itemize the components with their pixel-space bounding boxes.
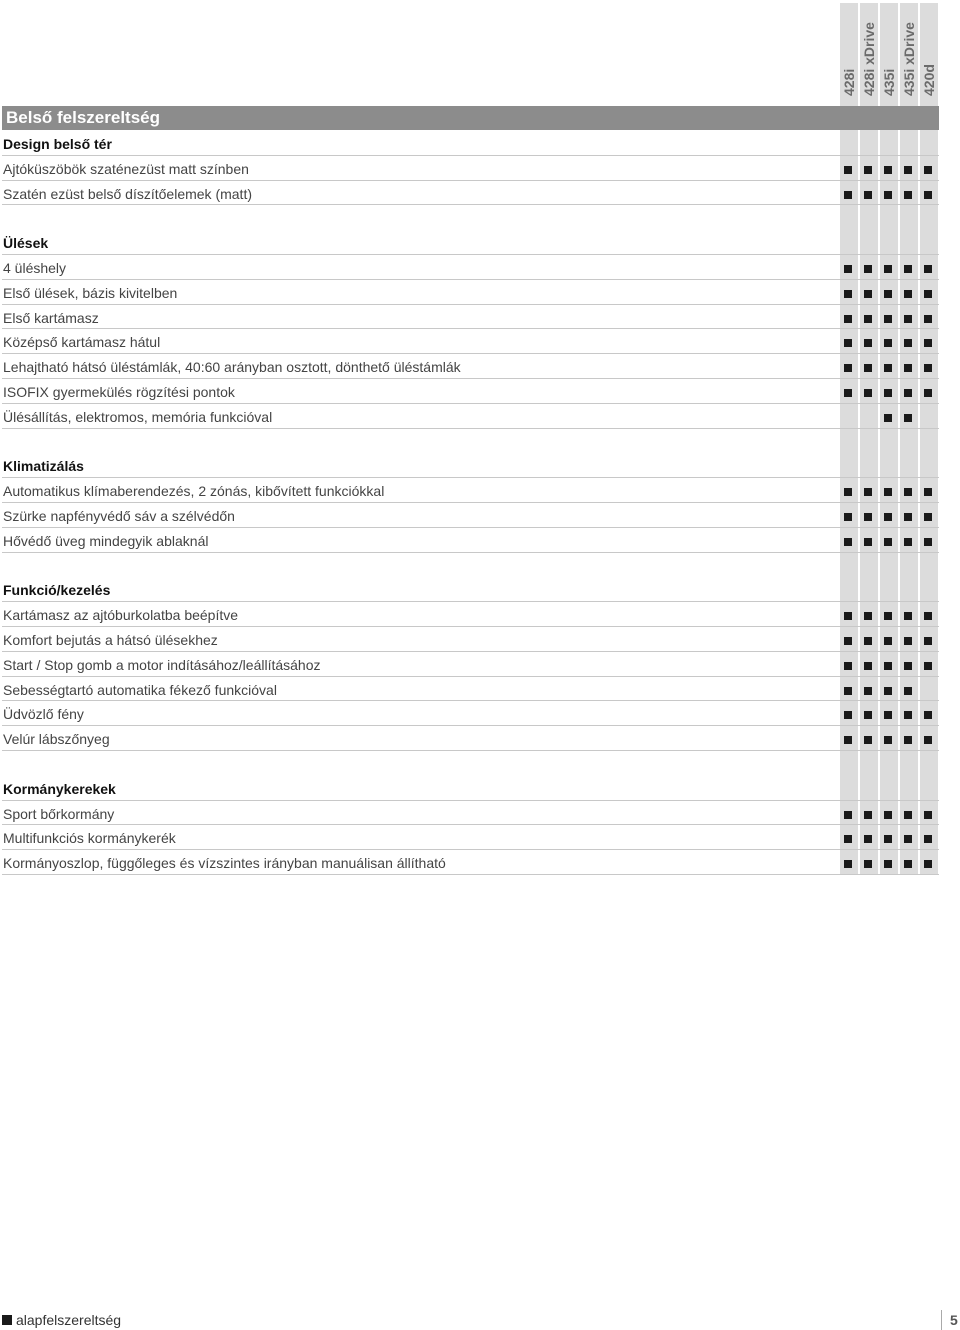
- table-row: [2, 181, 939, 206]
- table-row: [2, 329, 939, 354]
- standard-marker-icon: [924, 290, 932, 298]
- table-row: [2, 528, 939, 553]
- table-row: [2, 850, 939, 875]
- group-heading: Kormánykerekek: [3, 780, 116, 797]
- row-label: Velúr lábszőnyeg: [3, 731, 110, 748]
- standard-marker-icon: [924, 811, 932, 819]
- standard-marker-icon: [2, 1315, 12, 1325]
- table-row: [2, 652, 939, 677]
- standard-marker-icon: [864, 265, 872, 273]
- standard-marker-icon: [844, 835, 852, 843]
- standard-marker-icon: [924, 364, 932, 372]
- standard-marker-icon: [884, 538, 892, 546]
- row-label: Sport bőrkormány: [3, 805, 115, 822]
- row-label: Szatén ezüst belső díszítőelemek (matt): [3, 185, 252, 202]
- table-row: [2, 627, 939, 652]
- standard-marker-icon: [924, 389, 932, 397]
- standard-marker-icon: [884, 612, 892, 620]
- standard-marker-icon: [924, 191, 932, 199]
- standard-marker-icon: [904, 166, 912, 174]
- standard-marker-icon: [884, 637, 892, 645]
- standard-marker-icon: [884, 687, 892, 695]
- standard-marker-icon: [884, 414, 892, 422]
- row-label: Üdvözlő fény: [3, 706, 84, 723]
- standard-marker-icon: [844, 612, 852, 620]
- standard-marker-icon: [904, 538, 912, 546]
- spacer-row: [2, 553, 939, 578]
- table-row: [2, 503, 939, 528]
- standard-marker-icon: [864, 488, 872, 496]
- row-label: Ülésállítás, elektromos, memória funkcióval: [3, 408, 273, 425]
- table-row: [2, 255, 939, 280]
- group-heading: Klimatizálás: [3, 458, 84, 475]
- standard-marker-icon: [904, 711, 912, 719]
- standard-marker-icon: [884, 290, 892, 298]
- table-row: [2, 801, 939, 826]
- legend: [2, 1312, 121, 1328]
- standard-marker-icon: [884, 339, 892, 347]
- column-header: 428i xDrive: [861, 22, 877, 96]
- standard-marker-icon: [904, 835, 912, 843]
- standard-marker-icon: [904, 290, 912, 298]
- row-label: Multifunkciós kormánykerék: [3, 830, 176, 847]
- standard-marker-icon: [844, 290, 852, 298]
- standard-marker-icon: [844, 488, 852, 496]
- table-row: [2, 379, 939, 404]
- standard-marker-icon: [864, 513, 872, 521]
- standard-marker-icon: [884, 166, 892, 174]
- standard-marker-icon: [924, 538, 932, 546]
- row-label: Komfort bejutás a hátsó ülésekhez: [3, 631, 218, 648]
- standard-marker-icon: [884, 265, 892, 273]
- legend-label: alapfelszereltség: [16, 1312, 122, 1328]
- standard-marker-icon: [904, 191, 912, 199]
- standard-marker-icon: [904, 339, 912, 347]
- standard-marker-icon: [924, 315, 932, 323]
- standard-marker-icon: [904, 488, 912, 496]
- standard-marker-icon: [884, 191, 892, 199]
- standard-marker-icon: [864, 389, 872, 397]
- table-row: [2, 677, 939, 702]
- row-label: Szürke napfényvédő sáv a szélvédőn: [3, 507, 235, 524]
- table-row: [2, 404, 939, 429]
- spacer-row: [2, 429, 939, 454]
- standard-marker-icon: [904, 662, 912, 670]
- standard-marker-icon: [904, 860, 912, 868]
- standard-marker-icon: [884, 711, 892, 719]
- standard-marker-icon: [864, 835, 872, 843]
- standard-marker-icon: [844, 265, 852, 273]
- section-title: Belső felszereltség: [2, 106, 939, 130]
- column-header: 428i: [841, 68, 857, 96]
- standard-marker-icon: [884, 736, 892, 744]
- table-row: [2, 726, 939, 751]
- group-heading-row: [2, 453, 939, 478]
- column-header: 420d: [921, 64, 937, 96]
- standard-marker-icon: [844, 315, 852, 323]
- standard-marker-icon: [904, 414, 912, 422]
- standard-marker-icon: [904, 736, 912, 744]
- standard-marker-icon: [844, 191, 852, 199]
- spacer-row: [2, 751, 939, 776]
- standard-marker-icon: [904, 364, 912, 372]
- standard-marker-icon: [924, 662, 932, 670]
- row-label: Kormányoszlop, függőleges és vízszintes irányban manuálisan állítható: [3, 855, 446, 872]
- standard-marker-icon: [884, 662, 892, 670]
- page-number: 5: [941, 1310, 958, 1330]
- group-heading: Funkció/kezelés: [3, 582, 111, 599]
- standard-marker-icon: [864, 711, 872, 719]
- standard-marker-icon: [924, 488, 932, 496]
- standard-marker-icon: [884, 513, 892, 521]
- standard-marker-icon: [864, 662, 872, 670]
- standard-marker-icon: [844, 513, 852, 521]
- standard-marker-icon: [884, 860, 892, 868]
- standard-marker-icon: [884, 811, 892, 819]
- standard-marker-icon: [904, 315, 912, 323]
- table-row: [2, 602, 939, 627]
- standard-marker-icon: [864, 637, 872, 645]
- standard-marker-icon: [904, 265, 912, 273]
- standard-marker-icon: [924, 265, 932, 273]
- standard-marker-icon: [904, 637, 912, 645]
- row-label: Automatikus klímaberendezés, 2 zónás, kibővített funkciókkal: [3, 483, 385, 500]
- table-row: [2, 305, 939, 330]
- standard-marker-icon: [844, 389, 852, 397]
- group-heading-row: [2, 230, 939, 255]
- table-row: [2, 478, 939, 503]
- standard-marker-icon: [904, 811, 912, 819]
- group-heading-row: [2, 131, 939, 156]
- standard-marker-icon: [924, 513, 932, 521]
- group-heading: Ülések: [3, 235, 49, 252]
- group-heading-row: [2, 577, 939, 602]
- row-label: ISOFIX gyermekülés rögzítési pontok: [3, 383, 235, 400]
- table-row: [2, 825, 939, 850]
- row-label: Középső kartámasz hátul: [3, 334, 161, 351]
- standard-marker-icon: [864, 538, 872, 546]
- standard-marker-icon: [884, 315, 892, 323]
- row-label: Első ülések, bázis kivitelben: [3, 284, 178, 301]
- standard-marker-icon: [844, 860, 852, 868]
- group-heading: Design belső tér: [3, 136, 112, 152]
- standard-marker-icon: [924, 339, 932, 347]
- standard-marker-icon: [844, 166, 852, 174]
- standard-marker-icon: [904, 687, 912, 695]
- standard-marker-icon: [924, 612, 932, 620]
- row-label: Start / Stop gomb a motor indításához/leállításához: [3, 656, 321, 673]
- standard-marker-icon: [884, 835, 892, 843]
- standard-marker-icon: [904, 612, 912, 620]
- standard-marker-icon: [884, 488, 892, 496]
- standard-marker-icon: [844, 711, 852, 719]
- standard-marker-icon: [864, 811, 872, 819]
- column-header: 435i xDrive: [901, 22, 917, 96]
- standard-marker-icon: [844, 637, 852, 645]
- table-row: [2, 354, 939, 379]
- column-header: 435i: [881, 68, 897, 96]
- standard-marker-icon: [864, 364, 872, 372]
- group-heading-row: [2, 776, 939, 801]
- row-label: Első kartámasz: [3, 309, 99, 326]
- standard-marker-icon: [844, 687, 852, 695]
- standard-marker-icon: [924, 637, 932, 645]
- standard-marker-icon: [864, 166, 872, 174]
- standard-marker-icon: [844, 364, 852, 372]
- standard-marker-icon: [884, 364, 892, 372]
- standard-marker-icon: [924, 166, 932, 174]
- standard-marker-icon: [864, 315, 872, 323]
- standard-marker-icon: [844, 339, 852, 347]
- standard-marker-icon: [924, 835, 932, 843]
- row-label: Hővédő üveg mindegyik ablaknál: [3, 532, 209, 549]
- row-label: Sebességtartó automatika fékező funkcióval: [3, 681, 277, 698]
- table-row: [2, 156, 939, 181]
- standard-marker-icon: [864, 290, 872, 298]
- standard-marker-icon: [864, 860, 872, 868]
- standard-marker-icon: [884, 389, 892, 397]
- standard-marker-icon: [904, 513, 912, 521]
- standard-marker-icon: [864, 736, 872, 744]
- table-row: [2, 280, 939, 305]
- standard-marker-icon: [844, 662, 852, 670]
- equipment-table: [0, 131, 960, 875]
- standard-marker-icon: [844, 811, 852, 819]
- standard-marker-icon: [864, 191, 872, 199]
- standard-marker-icon: [864, 687, 872, 695]
- row-label: Ajtóküszöbök szaténezüst matt színben: [3, 160, 249, 177]
- standard-marker-icon: [904, 389, 912, 397]
- standard-marker-icon: [864, 339, 872, 347]
- row-label: 4 üléshely: [3, 259, 67, 276]
- standard-marker-icon: [844, 736, 852, 744]
- standard-marker-icon: [864, 612, 872, 620]
- row-label: Kartámasz az ajtóburkolatba beépítve: [3, 607, 239, 624]
- row-label: Lehajtható hátsó üléstámlák, 40:60 arányban osztott, dönthető üléstámlák: [3, 359, 461, 376]
- standard-marker-icon: [924, 711, 932, 719]
- standard-marker-icon: [924, 736, 932, 744]
- table-row: [2, 701, 939, 726]
- standard-marker-icon: [924, 860, 932, 868]
- spacer-row: [2, 205, 939, 230]
- standard-marker-icon: [844, 538, 852, 546]
